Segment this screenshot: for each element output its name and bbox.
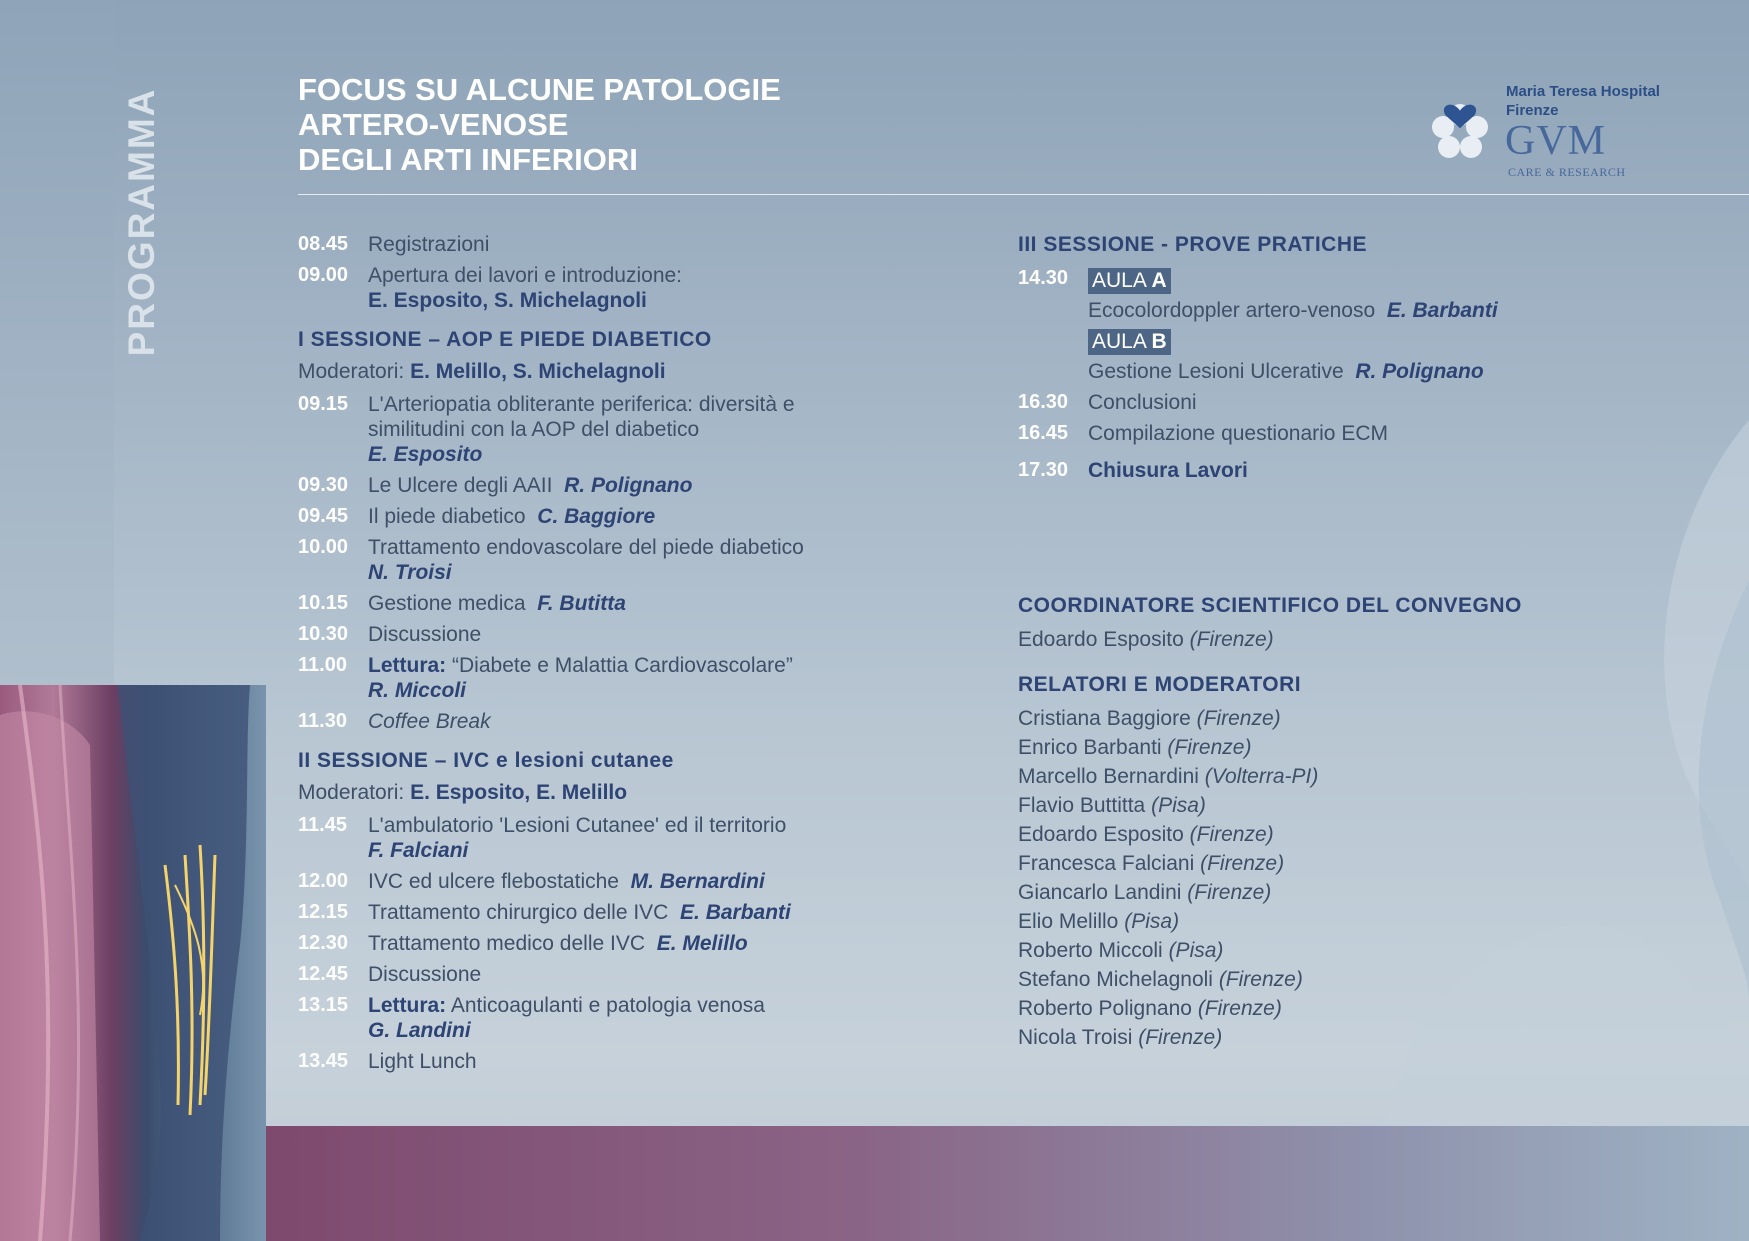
speaker-name: Flavio Buttitta — [1018, 794, 1146, 817]
legs-illustration — [0, 685, 266, 1241]
speaker-name: Stefano Michelagnoli — [1018, 968, 1213, 991]
item-text: Discussione — [368, 963, 482, 986]
schedule-row — [298, 622, 818, 647]
schedule-row — [298, 993, 818, 1043]
time: 11.45 — [298, 814, 347, 836]
time: 08.45 — [298, 233, 349, 255]
item-text: Registrazioni — [368, 233, 490, 256]
speaker-name: Marcello Bernardini — [1018, 765, 1199, 788]
list-item — [1018, 965, 1718, 994]
time: 12.00 — [298, 870, 349, 892]
item-text — [368, 653, 818, 703]
speaker-name: Roberto Miccoli — [1018, 939, 1163, 962]
schedule-row — [298, 962, 818, 987]
item-text — [368, 869, 818, 894]
time: 16.45 — [1018, 422, 1069, 444]
speaker-city: (Firenze) — [1197, 997, 1282, 1020]
speaker-city: (Firenze) — [1189, 823, 1274, 846]
speaker: E. Esposito — [368, 443, 483, 466]
moderators — [298, 780, 818, 805]
item-text — [368, 591, 818, 616]
speaker-city: (Firenze) — [1187, 881, 1272, 904]
item-line: Trattamento endovascolare del piede diabetico — [368, 536, 804, 559]
speaker-city: (Pisa) — [1124, 910, 1180, 933]
item-line: Trattamento chirurgico delle IVC — [368, 901, 669, 924]
speaker-city: (Pisa) — [1168, 939, 1224, 962]
time: 13.45 — [298, 1050, 349, 1072]
hospital-line-1: Maria Teresa Hospital — [1506, 83, 1660, 100]
title-line-2: ARTERO-VENOSE — [298, 107, 569, 142]
item-text — [368, 392, 818, 467]
coordinator-name: Edoardo Esposito — [1018, 628, 1184, 651]
item-text — [368, 263, 818, 313]
item-text: Chiusura Lavori — [1088, 459, 1248, 482]
schedule-row — [1018, 458, 1718, 483]
schedule-row — [298, 900, 818, 925]
speaker-name: Roberto Polignano — [1018, 997, 1192, 1020]
item-line: Ecocolordoppler artero-venoso — [1088, 299, 1376, 322]
time: 14.30 — [1018, 267, 1069, 289]
schedule-row — [298, 263, 818, 313]
speaker: R. Polignano — [1355, 360, 1484, 383]
schedule-row — [298, 931, 818, 956]
speakers: E. Esposito, S. Michelagnoli — [368, 289, 647, 312]
session-title: I SESSIONE – AOP E PIEDE DIABETICO — [298, 328, 712, 351]
aula-word: AULA — [1092, 269, 1146, 292]
list-item — [1018, 907, 1718, 936]
time: 12.15 — [298, 901, 349, 923]
speaker: E. Barbanti — [1386, 299, 1498, 322]
time: 09.00 — [298, 264, 349, 286]
schedule-row — [1018, 390, 1718, 415]
speaker: R. Polignano — [564, 474, 693, 497]
speaker-city: (Volterra-PI) — [1204, 765, 1319, 788]
list-item — [1018, 994, 1718, 1023]
speakers-title: RELATORI E MODERATORI — [1018, 673, 1302, 696]
item-line: L'Arteriopatia obliterante periferica: diversità e — [368, 393, 795, 416]
speaker: F. Falciani — [368, 839, 469, 862]
time: 16.30 — [1018, 391, 1069, 413]
speaker-name: Giancarlo Landini — [1018, 881, 1182, 904]
schedule-row — [298, 473, 818, 498]
hospital-name — [1506, 82, 1660, 120]
aula-b-tag — [1088, 329, 1171, 355]
program-left-column — [298, 232, 818, 1080]
time: 12.30 — [298, 932, 349, 954]
coordinator — [1018, 625, 1718, 654]
list-item — [1018, 733, 1718, 762]
time: 17.30 — [1018, 459, 1069, 481]
item-text — [368, 473, 818, 498]
moderators — [298, 359, 818, 384]
time: 11.00 — [298, 654, 347, 676]
item-line: Gestione Lesioni Ulcerative — [1088, 360, 1344, 383]
moderators-label: Moderatori: — [298, 360, 405, 383]
item-text: Light Lunch — [368, 1050, 477, 1073]
time: 09.45 — [298, 505, 349, 527]
legs-image — [0, 685, 266, 1241]
hospital-line-2: Firenze — [1506, 102, 1559, 119]
item-text — [1088, 266, 1718, 384]
schedule-row — [298, 504, 818, 529]
time: 10.30 — [298, 623, 349, 645]
item-line: L'ambulatorio 'Lesioni Cutanee' ed il territorio — [368, 814, 787, 837]
item-text — [368, 931, 818, 956]
time: 10.00 — [298, 536, 349, 558]
item-text — [368, 813, 818, 863]
schedule-row — [1018, 266, 1718, 384]
speaker: E. Melillo — [656, 932, 748, 955]
aula-letter: B — [1151, 330, 1167, 353]
item-line: Il piede diabetico — [368, 505, 526, 528]
speaker-city: (Firenze) — [1200, 852, 1285, 875]
speaker-city: (Firenze) — [1138, 1026, 1223, 1049]
brand-tagline: CARE & RESEARCH — [1508, 165, 1626, 179]
lecture-label: Lettura: — [368, 994, 447, 1017]
page-title — [298, 72, 781, 177]
item-line: Anticoagulanti e patologia venosa — [450, 994, 765, 1017]
list-item — [1018, 704, 1718, 733]
time: 11.30 — [298, 710, 347, 732]
time: 09.15 — [298, 393, 349, 415]
time: 13.15 — [298, 994, 349, 1016]
aula-letter: A — [1151, 269, 1167, 292]
item-text: Coffee Break — [368, 710, 491, 733]
list-item — [1018, 849, 1718, 878]
item-line: “Diabete e Malattia Cardiovascolare” — [452, 654, 793, 677]
left-strip — [0, 0, 114, 685]
session-title: II SESSIONE – IVC e lesioni cutanee — [298, 749, 674, 772]
item-line: Gestione medica — [368, 592, 526, 615]
aula-a-tag — [1088, 268, 1171, 294]
bottom-band — [266, 1126, 1749, 1241]
brand-name: GVM — [1505, 118, 1607, 164]
list-item — [1018, 791, 1718, 820]
list-item — [1018, 878, 1718, 907]
item-text — [368, 900, 818, 925]
schedule-row — [298, 591, 818, 616]
schedule-row — [298, 653, 818, 703]
moderators-names: E. Esposito, E. Melillo — [410, 781, 628, 804]
title-line-3: DEGLI ARTI INFERIORI — [298, 142, 638, 177]
list-item — [1018, 762, 1718, 791]
schedule-row — [298, 535, 818, 585]
time: 12.45 — [298, 963, 349, 985]
item-text — [368, 535, 818, 585]
coordinator-city: (Firenze) — [1189, 628, 1274, 651]
speaker-city: (Firenze) — [1218, 968, 1303, 991]
item-text — [368, 993, 818, 1043]
time: 10.15 — [298, 592, 349, 614]
schedule-row — [298, 813, 818, 863]
speaker: R. Miccoli — [368, 679, 467, 702]
item-line: Le Ulcere degli AAII — [368, 474, 553, 497]
speaker: N. Troisi — [368, 561, 452, 584]
speaker: M. Bernardini — [630, 870, 765, 893]
item-line: similitudini con la AOP del diabetico — [368, 418, 700, 441]
speaker-city: (Firenze) — [1196, 707, 1281, 730]
side-label: PROGRAMMA — [121, 87, 162, 357]
speaker-name: Francesca Falciani — [1018, 852, 1195, 875]
item-text: Compilazione questionario ECM — [1088, 422, 1388, 445]
header-divider — [298, 194, 1749, 195]
moderators-names: E. Melillo, S. Michelagnoli — [410, 360, 666, 383]
speaker-city: (Firenze) — [1167, 736, 1252, 759]
speaker-name: Nicola Troisi — [1018, 1026, 1133, 1049]
speaker-name: Enrico Barbanti — [1018, 736, 1162, 759]
lecture-label: Lettura: — [368, 654, 447, 677]
moderators-label: Moderatori: — [298, 781, 405, 804]
item-text — [368, 504, 818, 529]
schedule-row — [1018, 421, 1718, 446]
list-item — [1018, 1023, 1718, 1052]
item-line: IVC ed ulcere flebostatiche — [368, 870, 619, 893]
time: 09.30 — [298, 474, 349, 496]
speaker: F. Butitta — [537, 592, 626, 615]
speaker-city: (Pisa) — [1151, 794, 1206, 817]
item-text: Discussione — [368, 623, 482, 646]
item-text: Conclusioni — [1088, 391, 1197, 414]
list-item — [1018, 820, 1718, 849]
speaker-name: Elio Melillo — [1018, 910, 1119, 933]
session-title: III SESSIONE - PROVE PRATICHE — [1018, 233, 1368, 256]
speakers-list — [1018, 704, 1718, 1052]
item-line: Trattamento medico delle IVC — [368, 932, 646, 955]
item-line: Apertura dei lavori e introduzione: — [368, 264, 683, 287]
speaker-name: Edoardo Esposito — [1018, 823, 1184, 846]
speaker: E. Barbanti — [680, 901, 791, 924]
title-line-1: FOCUS SU ALCUNE PATOLOGIE — [298, 72, 781, 107]
schedule-row — [298, 392, 818, 467]
schedule-row — [298, 869, 818, 894]
coordinator-title: COORDINATORE SCIENTIFICO DEL CONVEGNO — [1018, 594, 1522, 617]
list-item — [1018, 936, 1718, 965]
schedule-row — [298, 232, 818, 257]
aula-word: AULA — [1092, 330, 1146, 353]
schedule-row — [298, 1049, 818, 1074]
schedule-row — [298, 709, 818, 734]
speaker-name: Cristiana Baggiore — [1018, 707, 1191, 730]
program-right-column — [1018, 232, 1718, 1052]
speaker: G. Landini — [368, 1019, 471, 1042]
speaker: C. Baggiore — [537, 505, 656, 528]
